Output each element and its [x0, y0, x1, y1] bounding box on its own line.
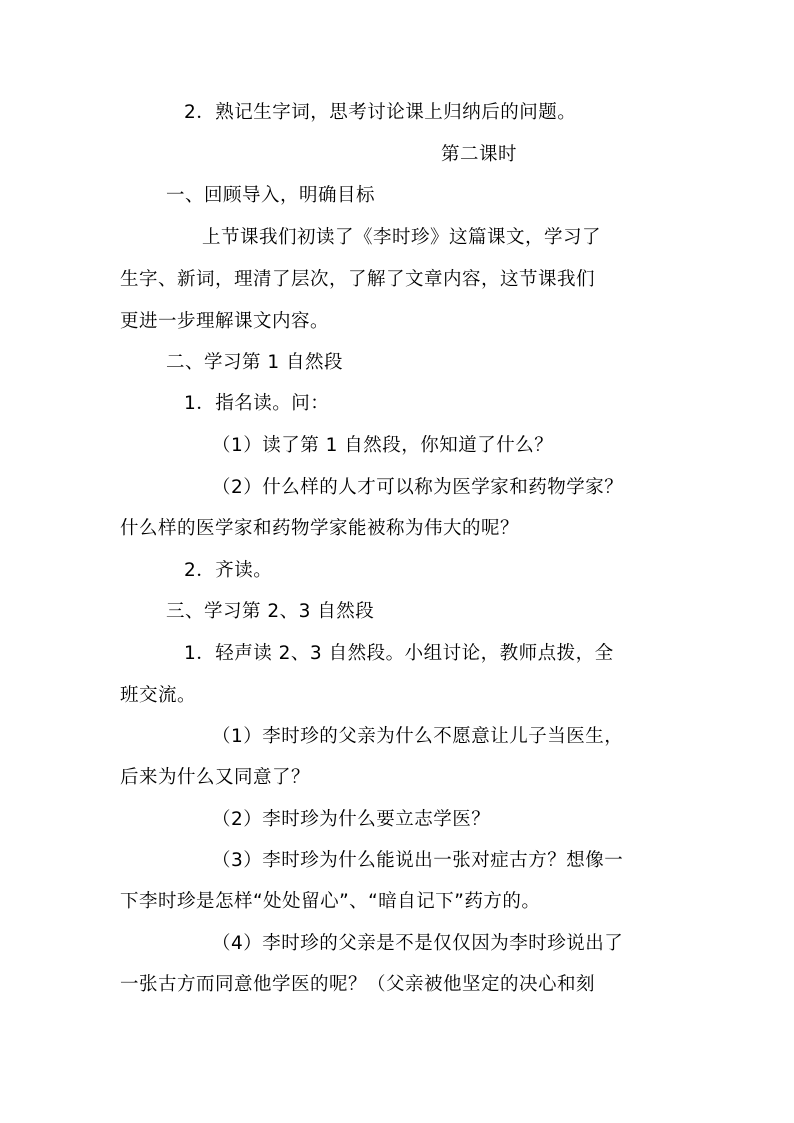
- discussion-question-1-line-2: 后来为什么又同意了？: [120, 767, 311, 788]
- paragraph-intro-line-3: 更进一步理解课文内容。: [120, 311, 330, 332]
- paragraph-intro-line-1: 上节课我们初读了《李时珍》这篇课文，学习了: [202, 227, 602, 248]
- question-1: （1）读了第 1 自然段，你知道了什么？: [212, 435, 554, 456]
- discussion-question-1-line-1: （1）李时珍的父亲为什么不愿意让儿子当医生，: [212, 726, 624, 747]
- discussion-question-3-line-1: （3）李时珍为什么能说出一张对症古方？想像一: [212, 850, 624, 871]
- section-heading-second-lesson: 第二课时: [441, 144, 518, 165]
- heading-study-paragraphs-2-3: 三、学习第 2、3 自然段: [166, 601, 375, 622]
- step-quiet-reading-line-1: 1．轻声读 2、3 自然段。小组讨论，教师点拨，全: [184, 643, 614, 664]
- step-quiet-reading-line-2: 班交流。: [120, 685, 197, 706]
- discussion-question-4-line-2: 一张古方而同意他学医的呢？（父亲被他坚定的决心和刻: [120, 974, 596, 995]
- discussion-question-3-line-2: 下李时珍是怎样“处处留心”、“暗自记下”药方的。: [120, 891, 541, 912]
- paragraph-intro-line-2: 生字、新词，理清了层次，了解了文章内容，这节课我们: [120, 269, 596, 290]
- homework-item-2: 2．熟记生字词，思考讨论课上归纳后的问题。: [184, 102, 577, 123]
- heading-review-intro: 一、回顾导入，明确目标: [166, 185, 376, 206]
- step-read-together: 2．齐读。: [184, 560, 273, 581]
- discussion-question-2: （2）李时珍为什么要立志学医？: [212, 809, 491, 830]
- step-read-aloud: 1．指名读。问：: [184, 393, 330, 414]
- question-2-line-1: （2）什么样的人才可以称为医学家和药物学家？: [212, 477, 624, 498]
- heading-study-paragraph-1: 二、学习第 1 自然段: [166, 352, 344, 373]
- discussion-question-4-line-1: （4）李时珍的父亲是不是仅仅因为李时珍说出了: [212, 933, 624, 954]
- question-2-line-2: 什么样的医学家和药物学家能被称为伟大的呢？: [120, 518, 520, 539]
